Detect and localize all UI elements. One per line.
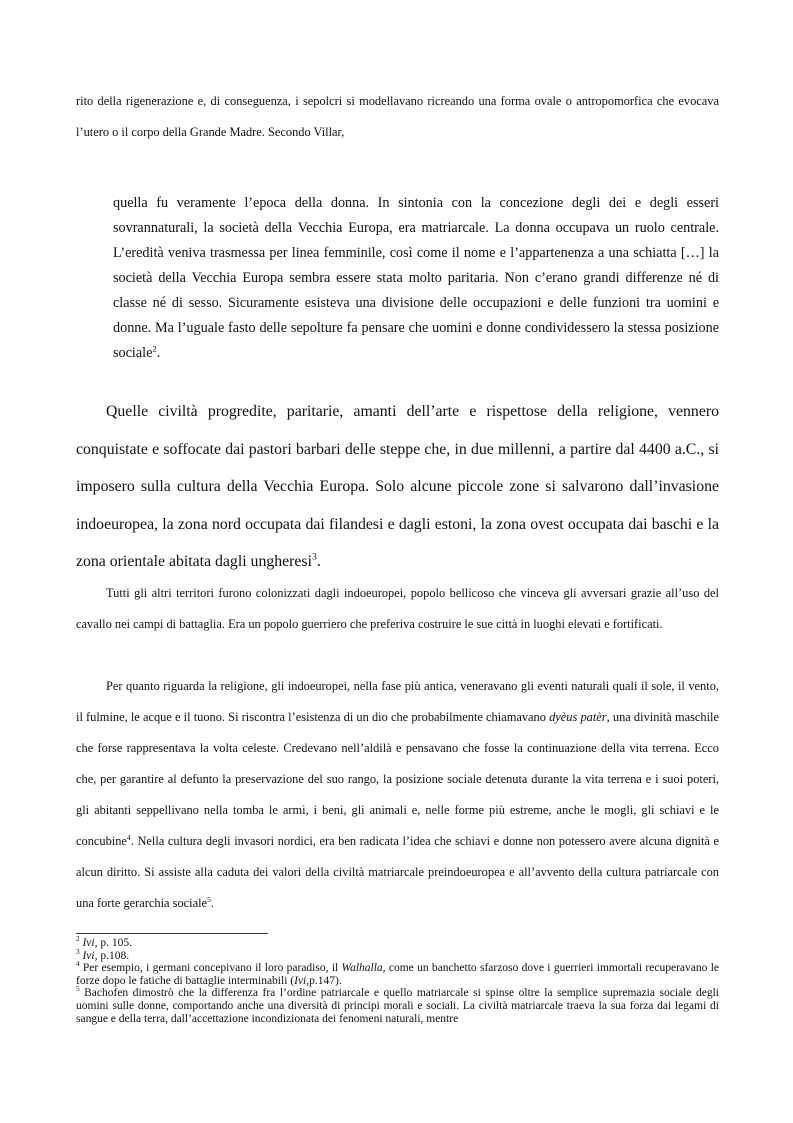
paragraph-religione-text-b: , una divinità maschile che forse rappresentava la volta celeste. Credevano nell’aldilà e pensavano che fosse la continuazione della vita terrena. Ecco che, per garantire al defunto la preservazione del suo rango, la posizione sociale detenuta durante la vita terrena e i suoi poteri, gli abitanti seppellivano nella tomba le armi, i beni, gli animali e, nelle forme più estreme, anche le mogli, gli schiavi e le concubine: [76, 710, 719, 848]
footnote-italic: Ivi,: [82, 937, 98, 949]
paragraph-religione: [76, 671, 719, 919]
footnote-italic: Ivi,: [294, 974, 310, 987]
block-quote: [113, 191, 719, 366]
paragraph-religione-text-a: Per quanto riguarda la religione, gli indoeuropei, nella fase più antica, veneravano gli eventi naturali quali il sole, il vento, il fulmine, le acque e il tuono. Si riscontra l’esistenza di un dio che probabilmente chiamavano: [76, 679, 719, 724]
paragraph-religione-end: .: [210, 896, 215, 910]
paragraph-civilta: [76, 393, 719, 581]
paragraph-civilta-end: .: [316, 553, 321, 571]
footnote-text: Bachofen dimostrò che la differenza fra l’ordine patriarcale e quello matriarcale si spinse oltre la semplice supremazia sociale degli uomini sulle donne, comportando anche una diversità di principi morali e sociali. La civiltà matriarcale traeva la sua forza dai legami di sangue e della terra, dall’accettazione incondizionata dei fenomeni naturali, mentre: [76, 987, 719, 1025]
footnote-separator: [76, 933, 268, 934]
footnote-5: [76, 987, 719, 1025]
footnote-number: 2: [76, 935, 80, 944]
footnote-text: , come un banchetto sfarzoso dove i guerrieri immortali recuperavano le forze dopo le fatiche di battaglie interminabili (: [76, 962, 719, 987]
dyeus-pater-term: dyèus patèr: [549, 710, 607, 724]
footnote-ref-2[interactable]: 2: [152, 343, 157, 354]
footnote-text: p.108.: [97, 949, 130, 962]
footnote-text: p. 105.: [97, 937, 132, 949]
paragraph-religione-text-c: . Nella cultura degli invasori nordici, era ben radicata l’idea che schiavi e donne non potessero avere alcuna dignità e alcun diritto. Si assiste alla caduta dei valori della civiltà matriarcale preindoeuropea e all’avvento della cultura patriarcale con una forte gerarchia sociale: [76, 834, 719, 910]
footnote-ref-5[interactable]: 5: [207, 894, 211, 904]
footnote-text: p.147).: [309, 974, 342, 987]
footnote-ref-3[interactable]: 3: [311, 552, 317, 564]
paragraph-territori-text: Tutti gli altri territori furono colonizzati dagli indoeuropei, popolo bellicoso che vinceva gli avversari grazie all’uso del cavallo nei campi di battaglia. Era un popolo guerriero che preferiva costruire le sue città in luoghi elevati e fortificati.: [76, 586, 719, 631]
paragraph-intro-text: rito della rigenerazione e, di conseguenza, i sepolcri si modellavano ricreando una forma ovale o antropomorfica che evocava l’utero o il corpo della Grande Madre. Secondo Villar,: [76, 94, 719, 139]
footnote-number: 5: [76, 985, 80, 994]
footnote-ref-4[interactable]: 4: [126, 832, 131, 842]
paragraph-territori: [76, 578, 719, 640]
footnote-text: Per esempio, i germani concepivano il loro paradiso, il: [79, 962, 342, 975]
footnote-number: 4: [76, 960, 80, 969]
footnote-number: 3: [76, 947, 80, 956]
footnote-italic: Ivi,: [82, 949, 98, 962]
footnote-4: [76, 962, 719, 987]
block-quote-end: .: [156, 345, 161, 361]
footnotes: [76, 937, 719, 1025]
walhalla-term: Walhalla: [341, 962, 383, 975]
paragraph-intro: [76, 86, 719, 148]
footnote-2: [76, 937, 719, 950]
footnote-3: [76, 947, 719, 963]
paragraph-civilta-text: Quelle civiltà progredite, paritarie, amanti dell’arte e rispettose della religione, vennero conquistate e soffocate dai pastori barbari delle steppe che, in due millenni, a partire dal 4400 a.C., si imposero sulla cultura della Vecchia Europa. Solo alcune piccole zone si salvarono dall’invasione indoeuropea, la zona nord occupata dai filandesi e dagli estoni, la zona ovest occupata dai baschi e la zona orientale abitata dagli ungheresi: [76, 403, 719, 571]
block-quote-text: quella fu veramente l’epoca della donna. In sintonia con la concezione degli dei e degli esseri sovrannaturali, la società della Vecchia Europa, era matriarcale. La donna occupava un ruolo centrale. L’eredità veniva trasmessa per linea femminile, così come il nome e l’appartenenza a una schiatta […] la società della Vecchia Europa sembra essere stata molto paritaria. Non c’erano grandi differenze né di classe né di sesso. Sicuramente esisteva una divisione delle occupazioni e delle funzioni tra uomini e donne. Ma l’uguale fasto delle sepolture fa pensare che uomini e donne condividessero la stessa posizione sociale: [113, 195, 719, 361]
